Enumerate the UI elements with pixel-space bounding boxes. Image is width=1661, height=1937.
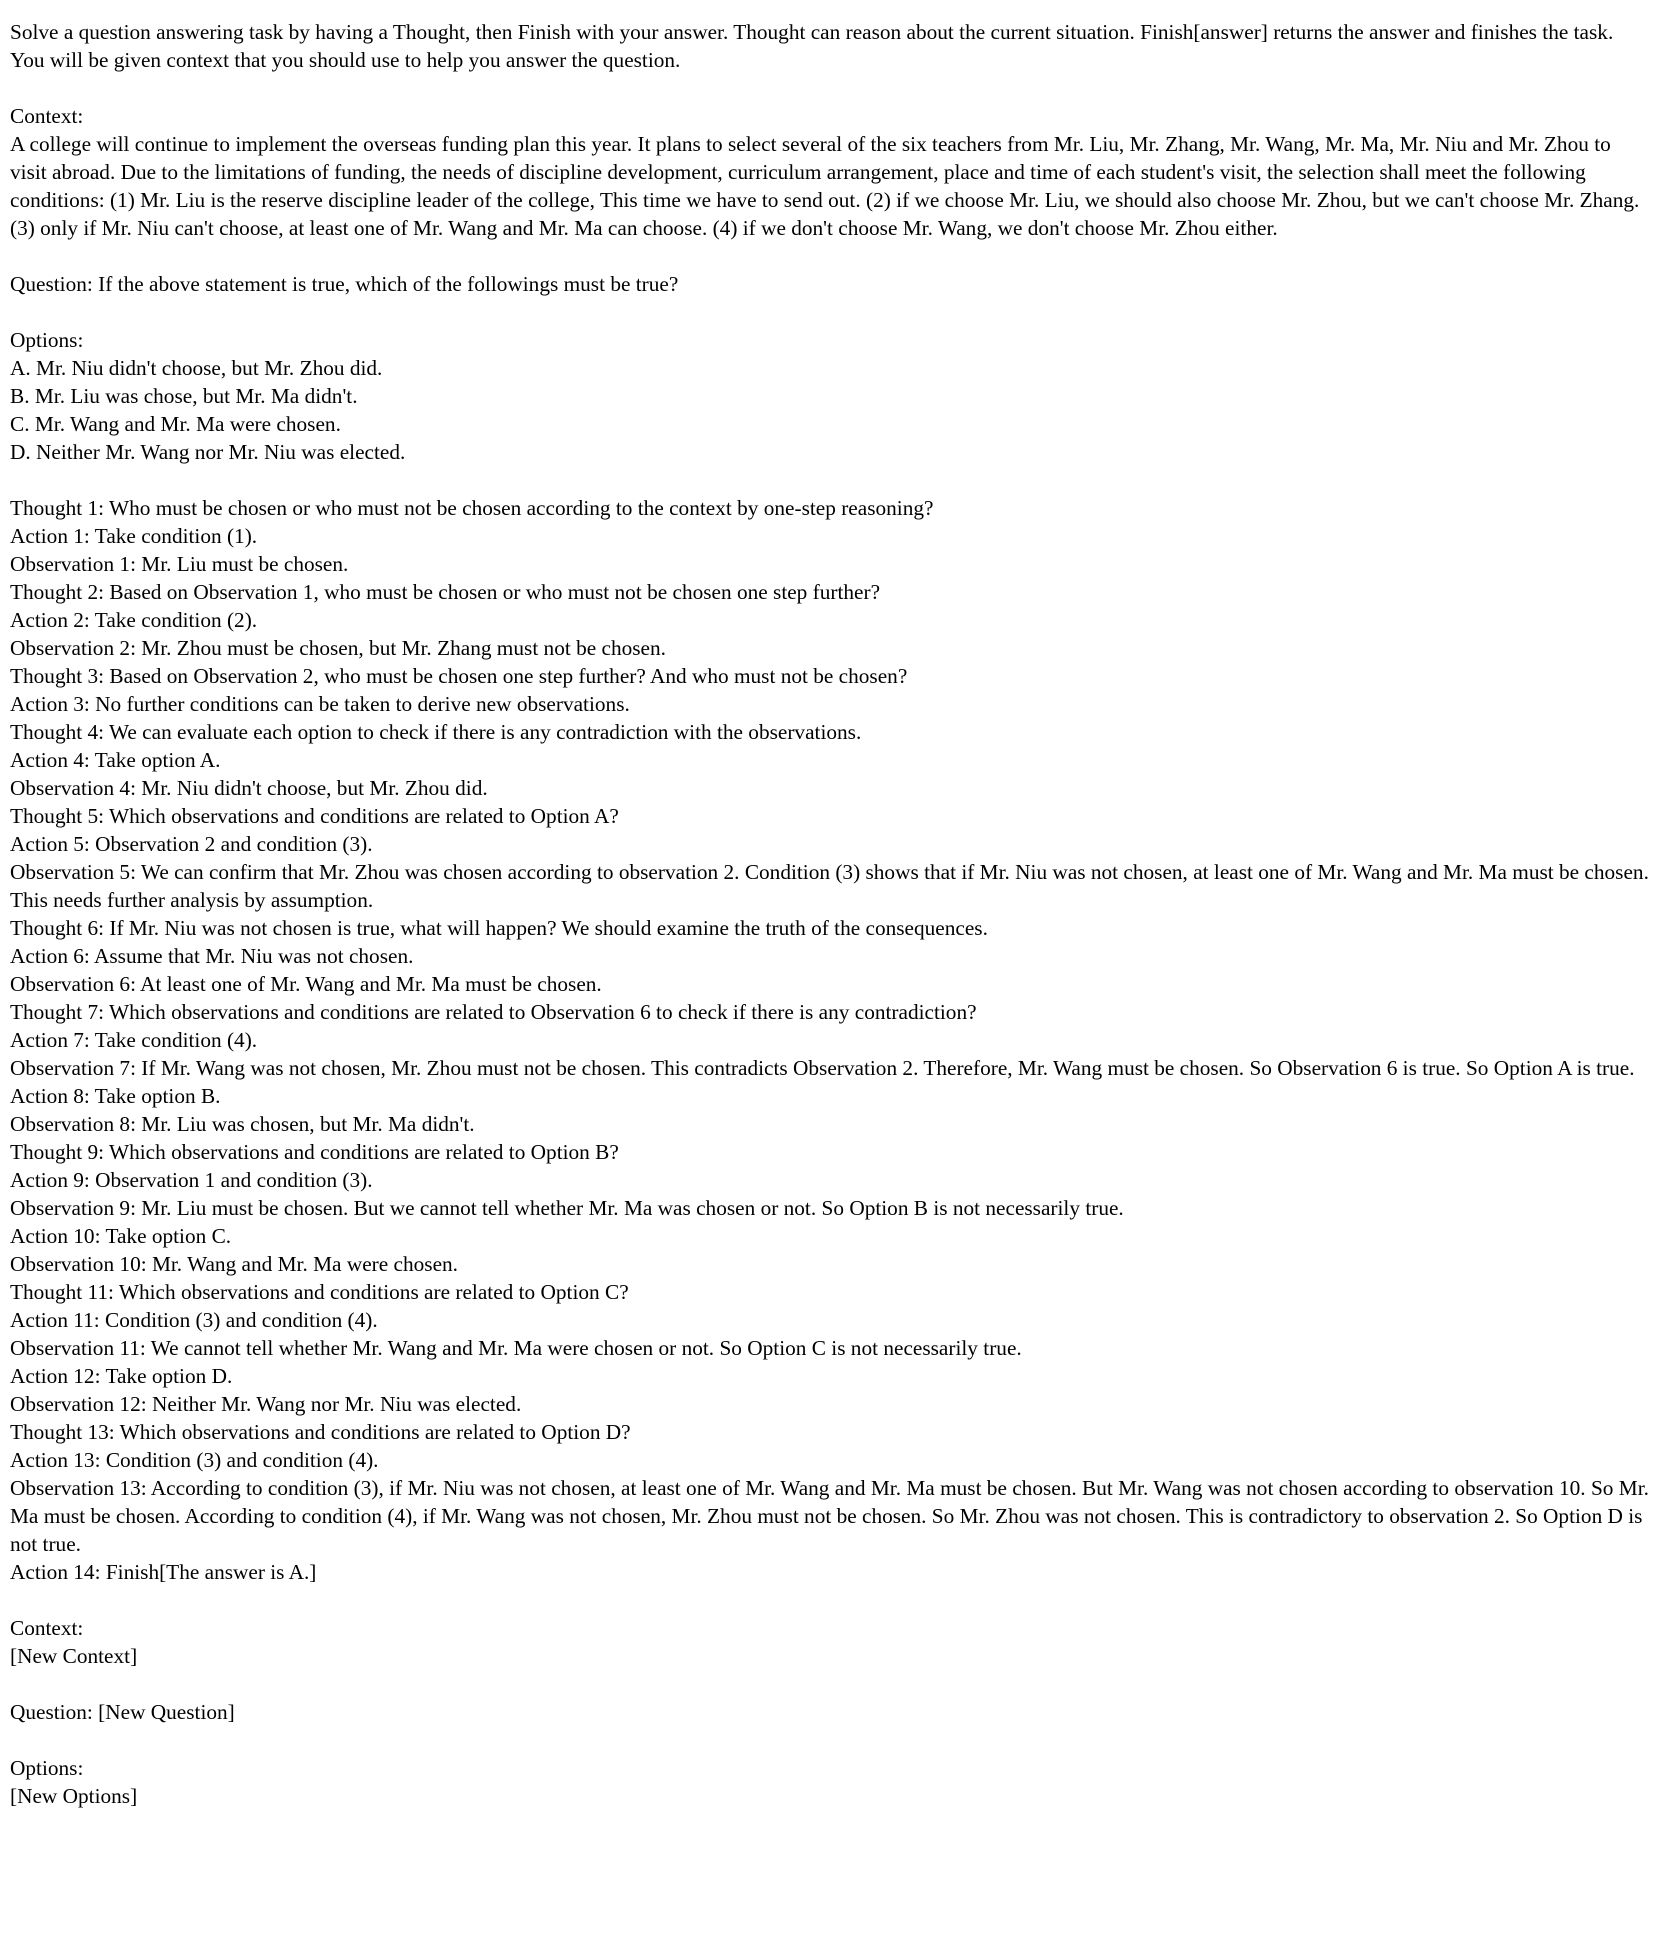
reasoning-line: Thought 2: Based on Observation 1, who must be chosen or who must not be chosen one step further? <box>10 580 881 604</box>
reasoning-line: Observation 11: We cannot tell whether Mr. Wang and Mr. Ma were chosen or not. So Option C is not necessarily true. <box>10 1336 1022 1360</box>
reasoning-line: Observation 10: Mr. Wang and Mr. Ma were chosen. <box>10 1252 458 1276</box>
reasoning-line: Thought 9: Which observations and conditions are related to Option B? <box>10 1140 619 1164</box>
reasoning-line: Action 3: No further conditions can be taken to derive new observations. <box>10 692 630 716</box>
new-context-placeholder: [New Context] <box>10 1644 138 1668</box>
reasoning-line: Observation 2: Mr. Zhou must be chosen, but Mr. Zhang must not be chosen. <box>10 636 666 660</box>
reasoning-line: Action 6: Assume that Mr. Niu was not chosen. <box>10 944 414 968</box>
reasoning-line: Observation 7: If Mr. Wang was not chosen, Mr. Zhou must not be chosen. This contradicts Observation 2. Therefore, Mr. Wang must be chosen. So Observation 6 is true. So Option A is true. <box>10 1056 1635 1080</box>
reasoning-line: Thought 7: Which observations and conditions are related to Observation 6 to check if there is any contradiction? <box>10 1000 977 1024</box>
reasoning-line: Thought 11: Which observations and conditions are related to Option C? <box>10 1280 629 1304</box>
prompt-document <box>10 18 1655 1810</box>
reasoning-line: Action 5: Observation 2 and condition (3). <box>10 832 373 856</box>
blank-line <box>10 466 1650 494</box>
blank-line <box>10 74 1650 102</box>
reasoning-trace <box>10 494 1655 1586</box>
blank-line <box>10 1726 1650 1754</box>
new-options-placeholder: [New Options] <box>10 1784 138 1808</box>
new-options-label: Options: <box>10 1756 84 1780</box>
reasoning-line: Action 10: Take option C. <box>10 1224 232 1248</box>
options-list <box>10 354 1650 466</box>
blank-line <box>10 1670 1650 1698</box>
reasoning-line: Observation 5: We can confirm that Mr. Zhou was chosen according to observation 2. Condition (3) shows that if Mr. Niu was not chosen, at least one of Mr. Wang and Mr. Ma must be chosen. This needs further analysis by assumption. <box>10 860 1654 912</box>
option-b: B. Mr. Liu was chose, but Mr. Ma didn't. <box>10 384 358 408</box>
new-question-line: Question: [New Question] <box>10 1700 235 1724</box>
reasoning-line: Thought 1: Who must be chosen or who must not be chosen according to the context by one-step reasoning? <box>10 496 934 520</box>
reasoning-line: Action 12: Take option D. <box>10 1364 233 1388</box>
context-label: Context: <box>10 104 84 128</box>
reasoning-line: Thought 13: Which observations and conditions are related to Option D? <box>10 1420 631 1444</box>
reasoning-line: Action 13: Condition (3) and condition (4). <box>10 1448 379 1472</box>
question-line: Question: If the above statement is true, which of the followings must be true? <box>10 272 679 296</box>
context-paragraph: A college will continue to implement the overseas funding plan this year. It plans to select several of the six teachers from Mr. Liu, Mr. Zhang, Mr. Wang, Mr. Ma, Mr. Niu and Mr. Zhou to visit abroad. Due to the limitations of funding, the needs of discipline development, curriculum arrangement, place and time of each student's visit, the selection shall meet the following conditions: (1) Mr. Liu is the reserve discipline leader of the college, This time we have to send out. (2) if we choose Mr. Liu, we should also choose Mr. Zhou, but we can't choose Mr. Zhang. (3) only if Mr. Niu can't choose, at least one of Mr. Wang and Mr. Ma can choose. (4) if we don't choose Mr. Wang, we don't choose Mr. Zhou either. <box>10 132 1645 240</box>
reasoning-line: Thought 6: If Mr. Niu was not chosen is true, what will happen? We should examine the truth of the consequences. <box>10 916 988 940</box>
options-label: Options: <box>10 328 84 352</box>
reasoning-line: Observation 13: According to condition (3), if Mr. Niu was not chosen, at least one of Mr. Wang and Mr. Ma must be chosen. But Mr. Wang was not chosen according to observation 10. So Mr. Ma must be chosen. According to condition (4), if Mr. Wang was not chosen, Mr. Zhou must not be chosen. So Mr. Zhou was not chosen. This is contradictory to observation 2. So Option D is not true. <box>10 1476 1655 1556</box>
reasoning-line: Action 11: Condition (3) and condition (4). <box>10 1308 378 1332</box>
reasoning-line: Thought 3: Based on Observation 2, who must be chosen one step further? And who must not be chosen? <box>10 664 908 688</box>
reasoning-line: Action 7: Take condition (4). <box>10 1028 258 1052</box>
reasoning-line: Action 9: Observation 1 and condition (3). <box>10 1168 373 1192</box>
reasoning-line: Action 2: Take condition (2). <box>10 608 258 632</box>
reasoning-line: Observation 8: Mr. Liu was chosen, but Mr. Ma didn't. <box>10 1112 475 1136</box>
option-c: C. Mr. Wang and Mr. Ma were chosen. <box>10 412 341 436</box>
option-a: A. Mr. Niu didn't choose, but Mr. Zhou did. <box>10 356 383 380</box>
option-d: D. Neither Mr. Wang nor Mr. Niu was elected. <box>10 440 406 464</box>
instruction-paragraph: Solve a question answering task by having a Thought, then Finish with your answer. Thought can reason about the current situation. Finish[answer] returns the answer and finishes the task. You will be given context that you should use to help you answer the question. <box>10 20 1618 72</box>
reasoning-line: Observation 12: Neither Mr. Wang nor Mr. Niu was elected. <box>10 1392 522 1416</box>
blank-line <box>10 1586 1650 1614</box>
reasoning-line: Observation 1: Mr. Liu must be chosen. <box>10 552 349 576</box>
blank-line <box>10 298 1650 326</box>
blank-line <box>10 242 1650 270</box>
reasoning-line: Observation 6: At least one of Mr. Wang and Mr. Ma must be chosen. <box>10 972 602 996</box>
reasoning-line: Thought 5: Which observations and conditions are related to Option A? <box>10 804 619 828</box>
reasoning-line: Action 8: Take option B. <box>10 1084 221 1108</box>
reasoning-line: Action 4: Take option A. <box>10 748 221 772</box>
reasoning-line: Observation 4: Mr. Niu didn't choose, but Mr. Zhou did. <box>10 776 488 800</box>
reasoning-line: Observation 9: Mr. Liu must be chosen. But we cannot tell whether Mr. Ma was chosen or not. So Option B is not necessarily true. <box>10 1196 1124 1220</box>
new-context-label: Context: <box>10 1616 84 1640</box>
reasoning-line: Action 14: Finish[The answer is A.] <box>10 1560 317 1584</box>
reasoning-line: Action 1: Take condition (1). <box>10 524 258 548</box>
reasoning-line: Thought 4: We can evaluate each option to check if there is any contradiction with the observations. <box>10 720 862 744</box>
